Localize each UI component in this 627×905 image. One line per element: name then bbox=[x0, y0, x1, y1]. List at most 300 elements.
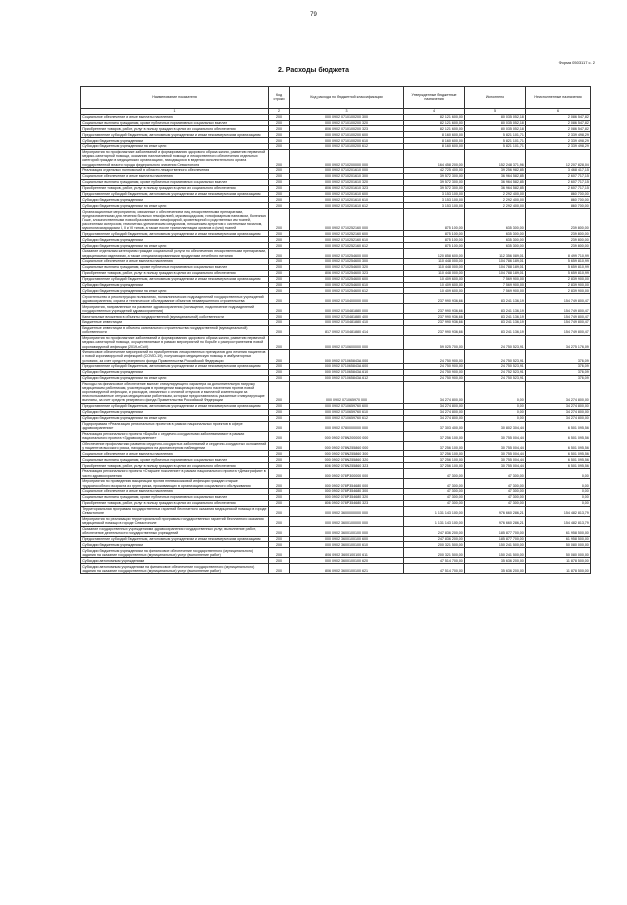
row-executed: 104 788 189,01 bbox=[465, 264, 526, 270]
row-name: Бюджетные инвестиции в объекты капитального строительства государственной (муниципальной) собственности bbox=[81, 325, 269, 335]
row-executed: 976 660 286,21 bbox=[465, 516, 526, 526]
row-name: Организационные мероприятия, связанные с обеспечением лиц лекарственными препаратами, предназначенными для лечения больных гемофилией, муковисцидозом, гипофизарным нанизмом, болезнью Гоше, злокачественными новообразованиями лимфоидной, кроветворной и родственных им тканей, рассеянным склерозом, гемолитико-уремическим синдромом, юношеским артритом с системным началом, мукополисахаридозом I, II и VI типов, а также после трансплантации органов и (или) тканей bbox=[81, 209, 269, 231]
row-name: Оказание отдельным категориям граждан социальной услуги по обеспечению лекарственными препаратами, медицинскими изделиями, а также специализированными продуктами лечебного питания bbox=[81, 249, 269, 259]
row-line-code: 200 bbox=[269, 403, 290, 409]
header-line-code: Код строки bbox=[269, 87, 290, 109]
row-executed: 5 821 101,71 bbox=[465, 144, 526, 150]
row-budget-code: 000 0902 0710254600 612 bbox=[290, 288, 404, 294]
row-unexecuted: 376,09 bbox=[526, 375, 591, 381]
row-line-code: 200 bbox=[269, 369, 290, 375]
row-name: Предоставление субсидий бюджетным, автономным учреждениям и иным некоммерческим организациям bbox=[81, 403, 269, 409]
row-name: Мероприятия, направленные на развитие здравоохранения (оснащение, подключение подразделений государственных учреждений здравоохранения) bbox=[81, 304, 269, 314]
row-approved: 3 153 100,00 bbox=[404, 191, 465, 197]
row-name: Субсидии бюджетным учреждениям bbox=[81, 282, 269, 288]
row-unexecuted: 5 659 810,99 bbox=[526, 270, 591, 276]
row-unexecuted: 2 339 498,29 bbox=[526, 132, 591, 138]
row-unexecuted: 11 878 500,00 bbox=[526, 564, 591, 574]
row-executed: 2 292 400,00 bbox=[465, 203, 526, 209]
table-row bbox=[81, 249, 591, 259]
row-unexecuted: 0,00 bbox=[526, 500, 591, 506]
table-row bbox=[81, 381, 591, 403]
row-unexecuted: 2 607 717,15 bbox=[526, 185, 591, 191]
row-line-code: 200 bbox=[269, 516, 290, 526]
row-executed: 635 300,00 bbox=[465, 231, 526, 237]
row-unexecuted: 6 501 095,56 bbox=[526, 451, 591, 457]
row-budget-code: 806 0902 078N255860 323 bbox=[290, 463, 404, 469]
row-unexecuted: 239 800,00 bbox=[526, 243, 591, 249]
table-row bbox=[81, 149, 591, 167]
table-row bbox=[81, 506, 591, 516]
row-name: Реализация регионального проекта «Борьба с сердечно-сосудистыми заболеваниями» в рамках национального проекта «Здравоохранение» bbox=[81, 431, 269, 441]
row-approved: 237 990 936,66 bbox=[404, 320, 465, 326]
row-budget-code: 000 0902 071065843A 600 bbox=[290, 364, 404, 370]
row-line-code: 200 bbox=[269, 231, 290, 237]
row-budget-code: 817 0902 0710481880 414 bbox=[290, 325, 404, 335]
row-name: Социальное обеспечение и иные выплаты населению bbox=[81, 489, 269, 495]
row-executed: 24 750 523,91 bbox=[465, 364, 526, 370]
row-budget-code: 000 0902 0780000000 000 bbox=[290, 421, 404, 431]
row-budget-code: 000 0902 3600000000 000 bbox=[290, 506, 404, 516]
row-budget-code: 000 0902 0710100200 612 bbox=[290, 144, 404, 150]
row-approved: 37 256 100,00 bbox=[404, 441, 465, 451]
row-unexecuted: 2 839 900,00 bbox=[526, 276, 591, 282]
column-index: 5 bbox=[465, 108, 526, 114]
column-index: 1 bbox=[81, 108, 269, 114]
row-name: Социальные выплаты гражданам, кроме публичных нормативных социальных выплат bbox=[81, 120, 269, 126]
row-approved: 24 750 900,00 bbox=[404, 375, 465, 381]
row-approved: 24 750 900,00 bbox=[404, 350, 465, 364]
row-executed: 5 821 101,71 bbox=[465, 132, 526, 138]
row-approved: 34 274 800,00 bbox=[404, 381, 465, 403]
row-budget-code: 000 0902 0710254600 320 bbox=[290, 264, 404, 270]
row-budget-code: 000 0902 3600100100 620 bbox=[290, 558, 404, 564]
row-line-code: 200 bbox=[269, 494, 290, 500]
row-approved: 39 572 300,00 bbox=[404, 179, 465, 185]
row-name: Предоставление субсидий бюджетным, автономным учреждениям и иным некоммерческим организациям bbox=[81, 191, 269, 197]
row-executed: 104 788 189,01 bbox=[465, 270, 526, 276]
row-budget-code: 806 0902 0710254600 323 bbox=[290, 270, 404, 276]
row-unexecuted: 154 749 800,47 bbox=[526, 314, 591, 320]
row-name: Субсидии автономным учреждениям на финансовое обеспечение государственного (муниципального) задания на оказание государственных (муниципальных) услуг (выполнение работ) bbox=[81, 564, 269, 574]
column-index: 3 bbox=[290, 108, 404, 114]
row-budget-code: 000 0902 078P354680 300 bbox=[290, 489, 404, 495]
row-unexecuted: 2 086 547,82 bbox=[526, 114, 591, 120]
row-name: Приобретение товаров, работ, услуг в пользу граждан в целях их социального обеспечения bbox=[81, 185, 269, 191]
row-budget-code: 000 0902 0710201610 600 bbox=[290, 191, 404, 197]
row-name: Мероприятия по профилактике заболеваний и формированию здорового образа жизни, развитию первичной медико-санитарной помощи, оказанию паллиативной помощи и лекарственного обеспечения отдельных категорий граждан в медицинских организациях, находящихся в ведении исполнительного органа государственной власти города федерального значения Севастополя bbox=[81, 149, 269, 167]
row-executed: 2 292 400,00 bbox=[465, 191, 526, 197]
row-executed: 24 752 523,91 bbox=[465, 369, 526, 375]
row-name: Предоставление субсидий бюджетным, автономным учреждениям и иным некоммерческим организациям bbox=[81, 536, 269, 542]
row-unexecuted: 0,00 bbox=[526, 489, 591, 495]
table-row bbox=[81, 335, 591, 349]
row-executed: 47 300,00 bbox=[465, 494, 526, 500]
row-executed: 80 035 052,18 bbox=[465, 120, 526, 126]
row-executed: 36 964 582,85 bbox=[465, 179, 526, 185]
row-line-code: 200 bbox=[269, 179, 290, 185]
row-unexecuted: 154 749 800,47 bbox=[526, 320, 591, 326]
row-approved: 237 990 936,66 bbox=[404, 325, 465, 335]
row-name: Субсидии бюджетным учреждениям на иные цели bbox=[81, 415, 269, 421]
row-executed: 7 569 900,00 bbox=[465, 276, 526, 282]
row-budget-code: 000 0902 0710659760 610 bbox=[290, 409, 404, 415]
row-line-code: 200 bbox=[269, 191, 290, 197]
table-row bbox=[81, 526, 591, 536]
row-unexecuted: 2 607 717,15 bbox=[526, 173, 591, 179]
row-executed: 83 241 136,19 bbox=[465, 314, 526, 320]
row-unexecuted: 61 958 500,00 bbox=[526, 526, 591, 536]
row-name: Оказание государственных учреждениями здравоохранения государственных услуг, выполнение работ, обеспечение деятельности государственных учреждений bbox=[81, 526, 269, 536]
row-executed: 2 292 400,00 bbox=[465, 197, 526, 203]
row-budget-code: 000 0902 078P354680 320 bbox=[290, 494, 404, 500]
row-executed: 0,00 bbox=[465, 415, 526, 421]
row-line-code: 200 bbox=[269, 431, 290, 441]
row-line-code: 200 bbox=[269, 375, 290, 381]
row-line-code: 200 bbox=[269, 469, 290, 479]
row-budget-code: 000 0902 078P300000 000 bbox=[290, 469, 404, 479]
row-approved: 37 256 100,00 bbox=[404, 463, 465, 469]
row-executed: 104 786 189,01 bbox=[465, 259, 526, 265]
row-executed: 7 569 900,00 bbox=[465, 288, 526, 294]
row-line-code: 200 bbox=[269, 409, 290, 415]
row-executed: 83 241 136,19 bbox=[465, 320, 526, 326]
row-unexecuted: 6 501 095,56 bbox=[526, 421, 591, 431]
row-approved: 37 256 100,00 bbox=[404, 457, 465, 463]
row-unexecuted: 6 501 095,56 bbox=[526, 441, 591, 451]
row-executed: 0,00 bbox=[465, 409, 526, 415]
row-name: Мероприятия по реализации территориальной программы государственных гарантий бесплатного оказания медицинской помощи в городе Севастополе bbox=[81, 516, 269, 526]
row-approved: 875 100,00 bbox=[404, 237, 465, 243]
row-executed: 83 241 136,19 bbox=[465, 325, 526, 335]
row-line-code: 200 bbox=[269, 325, 290, 335]
row-budget-code: 000 0902 078N255860 300 bbox=[290, 451, 404, 457]
row-budget-code: 000 0902 0710254600 610 bbox=[290, 282, 404, 288]
row-line-code: 200 bbox=[269, 259, 290, 265]
row-unexecuted: 2 339 498,29 bbox=[526, 144, 591, 150]
row-name: Капитальные вложения в объекты государственной (муниципальной) собственности bbox=[81, 314, 269, 320]
row-name: Социальные выплаты гражданам, кроме публичных нормативных социальных выплат bbox=[81, 457, 269, 463]
row-line-code: 200 bbox=[269, 288, 290, 294]
row-executed: 24 750 523,91 bbox=[465, 350, 526, 364]
row-unexecuted: 50 080 000,00 bbox=[526, 542, 591, 548]
row-name: Субсидии бюджетным учреждениям на иные цели bbox=[81, 288, 269, 294]
row-line-code: 200 bbox=[269, 276, 290, 282]
row-approved: 34 274 800,00 bbox=[404, 409, 465, 415]
row-approved: 3 153 100,00 bbox=[404, 197, 465, 203]
row-executed: 30 755 004,44 bbox=[465, 463, 526, 469]
row-line-code: 200 bbox=[269, 320, 290, 326]
table-row bbox=[81, 304, 591, 314]
row-approved: 82 121 600,00 bbox=[404, 126, 465, 132]
row-executed: 30 755 004,44 bbox=[465, 441, 526, 451]
row-executed: 635 300,00 bbox=[465, 209, 526, 231]
row-unexecuted: 2 339 498,29 bbox=[526, 138, 591, 144]
row-approved: 875 100,00 bbox=[404, 243, 465, 249]
row-approved: 37 256 100,00 bbox=[404, 451, 465, 457]
row-approved: 10 409 600,00 bbox=[404, 288, 465, 294]
row-unexecuted: 11 878 500,00 bbox=[526, 558, 591, 564]
row-executed: 47 300,00 bbox=[465, 469, 526, 479]
row-name: Предоставление субсидий бюджетным, автономным учреждениям и иным некоммерческим организациям bbox=[81, 364, 269, 370]
row-line-code: 200 bbox=[269, 536, 290, 542]
row-name: Субсидии бюджетным учреждениям на финансовое обеспечение государственного (муниципального) задания на оказание государственных (муниципальных) услуг (выполнение работ) bbox=[81, 548, 269, 558]
row-approved: 110 448 000,00 bbox=[404, 264, 465, 270]
row-budget-code: 000 0902 078P354680 000 bbox=[290, 479, 404, 489]
row-budget-code: 000 0902 0710481880 410 bbox=[290, 320, 404, 326]
row-approved: 200 321 500,00 bbox=[404, 542, 465, 548]
row-executed: 35 636 200,00 bbox=[465, 564, 526, 574]
row-budget-code: 000 0902 071065843A 000 bbox=[290, 350, 404, 364]
row-line-code: 200 bbox=[269, 335, 290, 349]
row-approved: 47 514 700,00 bbox=[404, 564, 465, 574]
row-unexecuted: 50 080 000,00 bbox=[526, 548, 591, 558]
row-executed: 5 821 101,71 bbox=[465, 138, 526, 144]
row-executed: 36 964 582,85 bbox=[465, 173, 526, 179]
row-budget-code: 000 0902 0710254600 000 bbox=[290, 249, 404, 259]
row-name: Субсидии бюджетным учреждениям на иные цели bbox=[81, 144, 269, 150]
row-line-code: 200 bbox=[269, 126, 290, 132]
table-header-row bbox=[81, 87, 591, 109]
row-line-code: 200 bbox=[269, 203, 290, 209]
row-budget-code: 000 0902 0710400000 000 bbox=[290, 294, 404, 304]
row-budget-code: 000 0902 0710200000 000 bbox=[290, 149, 404, 167]
row-budget-code: 000 0902 078N200000 000 bbox=[290, 431, 404, 441]
row-name: Субсидии бюджетным учреждениям на иные цели bbox=[81, 375, 269, 381]
table-row bbox=[81, 548, 591, 558]
row-unexecuted: 2 839 900,00 bbox=[526, 288, 591, 294]
table-row bbox=[81, 516, 591, 526]
row-approved: 1 131 143 100,00 bbox=[404, 506, 465, 516]
row-approved: 200 321 500,00 bbox=[404, 548, 465, 558]
row-approved: 37 256 100,00 bbox=[404, 431, 465, 441]
row-budget-code: 000 0902 0710201610 000 bbox=[290, 168, 404, 174]
row-line-code: 200 bbox=[269, 542, 290, 548]
row-line-code: 200 bbox=[269, 120, 290, 126]
row-unexecuted: 0,00 bbox=[526, 469, 591, 479]
row-line-code: 200 bbox=[269, 132, 290, 138]
row-name: Социальное обеспечение и иные выплаты населению bbox=[81, 259, 269, 265]
row-name: Субсидии бюджетным учреждениям bbox=[81, 197, 269, 203]
row-line-code: 200 bbox=[269, 364, 290, 370]
row-name: Предоставление субсидий бюджетным, автономным учреждениям и иным некоммерческим организациям bbox=[81, 132, 269, 138]
row-unexecuted: 3 468 417,15 bbox=[526, 168, 591, 174]
row-unexecuted: 154 749 800,47 bbox=[526, 304, 591, 314]
row-line-code: 200 bbox=[269, 270, 290, 276]
row-approved: 8 160 600,00 bbox=[404, 132, 465, 138]
row-name: Мероприятия по профилактике заболеваний и формированию здорового образа жизни, развитию первичной медико-санитарной помощи, осуществляемые в рамках мероприятий по борьбе с распространением новой коронавирусной инфекции (2019-nCoV) bbox=[81, 335, 269, 349]
row-approved: 47 300,00 bbox=[404, 494, 465, 500]
row-approved: 47 300,00 bbox=[404, 479, 465, 489]
column-index: 4 bbox=[404, 108, 465, 114]
row-line-code: 200 bbox=[269, 506, 290, 516]
row-budget-code: 000 0902 3600100100 600 bbox=[290, 536, 404, 542]
row-name: Реализация отдельных полномочий в области лекарственного обеспечения bbox=[81, 168, 269, 174]
column-index: 6 bbox=[526, 108, 591, 114]
row-name: Предоставление субсидий бюджетным, автономным учреждениям и иным некоммерческим организациям bbox=[81, 276, 269, 282]
row-executed: 36 964 582,85 bbox=[465, 185, 526, 191]
row-name: Социальное обеспечение и иные выплаты населению bbox=[81, 173, 269, 179]
row-executed: 35 636 200,00 bbox=[465, 558, 526, 564]
row-approved: 39 572 300,00 bbox=[404, 185, 465, 191]
row-executed: 24 750 523,91 bbox=[465, 335, 526, 349]
row-unexecuted: 34 275 176,09 bbox=[526, 335, 591, 349]
row-executed: 30 755 004,44 bbox=[465, 457, 526, 463]
row-unexecuted: 12 207 828,04 bbox=[526, 149, 591, 167]
row-executed: 30 755 004,44 bbox=[465, 431, 526, 441]
table-row bbox=[81, 469, 591, 479]
row-name: Расходы на финансовое обеспечение выплат стимулирующего характера за дополнительную нагрузку медицинским работникам, участвующим в проведении вакцинации взрослого населения против новой коронавирусной инфекции, и расходов, связанных с оплатой отпусков и выплатой компенсации за неиспользованные отпуска медицинским работникам, которым предоставлялись указанные стимулирующие выплаты, за счет средств резервного фонда Правительства Российской Федерации bbox=[81, 381, 269, 403]
row-unexecuted: 61 958 500,00 bbox=[526, 536, 591, 542]
row-approved: 34 274 800,00 bbox=[404, 403, 465, 409]
row-unexecuted: 5 659 810,99 bbox=[526, 259, 591, 265]
row-approved: 47 300,00 bbox=[404, 489, 465, 495]
page-title: 2. Расходы бюджета bbox=[278, 67, 349, 74]
row-name: Приобретение товаров, работ, услуг в пользу граждан в целях их социального обеспечения bbox=[81, 463, 269, 469]
row-line-code: 200 bbox=[269, 314, 290, 320]
row-budget-code: 806 0902 0710201610 323 bbox=[290, 185, 404, 191]
row-executed: 7 569 900,00 bbox=[465, 282, 526, 288]
row-budget-code: 000 0902 0710100200 300 bbox=[290, 114, 404, 120]
row-line-code: 200 bbox=[269, 526, 290, 536]
row-approved: 120 858 600,00 bbox=[404, 249, 465, 259]
row-approved: 8 160 600,00 bbox=[404, 144, 465, 150]
header-unexecuted: Неисполненные назначения bbox=[526, 87, 591, 109]
row-approved: 42 725 400,00 bbox=[404, 168, 465, 174]
column-index: 2 bbox=[269, 108, 290, 114]
row-budget-code: 000 0902 071065970 000 bbox=[290, 381, 404, 403]
row-approved: 39 572 300,00 bbox=[404, 173, 465, 179]
row-line-code: 200 bbox=[269, 149, 290, 167]
row-executed: 185 877 700,00 bbox=[465, 536, 526, 542]
row-budget-code: 806 0902 0710100200 323 bbox=[290, 126, 404, 132]
row-approved: 47 514 700,00 bbox=[404, 558, 465, 564]
row-budget-code: 000 0902 078N255860 320 bbox=[290, 457, 404, 463]
row-executed: 47 300,00 bbox=[465, 489, 526, 495]
row-unexecuted: 6 501 095,56 bbox=[526, 463, 591, 469]
row-budget-code: 000 0902 0710481880 400 bbox=[290, 314, 404, 320]
row-line-code: 200 bbox=[269, 415, 290, 421]
row-approved: 247 836 200,00 bbox=[404, 526, 465, 536]
row-unexecuted: 0,00 bbox=[526, 494, 591, 500]
row-approved: 10 409 600,00 bbox=[404, 276, 465, 282]
row-executed: 30 802 304,44 bbox=[465, 421, 526, 431]
row-unexecuted: 34 274 800,00 bbox=[526, 415, 591, 421]
row-approved: 37 303 400,00 bbox=[404, 421, 465, 431]
row-budget-code: 000 0902 0710254600 600 bbox=[290, 276, 404, 282]
row-executed: 185 877 700,00 bbox=[465, 526, 526, 536]
row-budget-code: 000 0902 3600100000 000 bbox=[290, 516, 404, 526]
row-approved: 1 131 143 100,00 bbox=[404, 516, 465, 526]
table-row bbox=[81, 431, 591, 441]
row-line-code: 200 bbox=[269, 304, 290, 314]
row-executed: 80 035 052,18 bbox=[465, 126, 526, 132]
row-budget-code: 000 0902 0710600000 000 bbox=[290, 335, 404, 349]
row-budget-code: 806 0902 3600100100 621 bbox=[290, 564, 404, 574]
row-unexecuted: 376,09 bbox=[526, 369, 591, 375]
row-budget-code: 000 0902 0710252160 600 bbox=[290, 231, 404, 237]
row-executed: 150 241 500,00 bbox=[465, 542, 526, 548]
row-approved: 82 121 600,00 bbox=[404, 120, 465, 126]
row-name: Приобретение товаров, работ, услуг в пользу граждан в целях их социального обеспечения bbox=[81, 126, 269, 132]
table-row bbox=[81, 350, 591, 364]
row-name: Социальные выплаты гражданам, кроме публичных нормативных социальных выплат bbox=[81, 264, 269, 270]
table-row bbox=[81, 421, 591, 431]
row-budget-code: 000 0902 0710659760 600 bbox=[290, 403, 404, 409]
row-budget-code: 000 0902 071065843A 610 bbox=[290, 369, 404, 375]
row-unexecuted: 34 274 800,00 bbox=[526, 403, 591, 409]
row-executed: 39 256 982,85 bbox=[465, 168, 526, 174]
row-budget-code: 806 0902 078P354680 323 bbox=[290, 500, 404, 506]
row-unexecuted: 154 482 813,79 bbox=[526, 516, 591, 526]
row-name: Социальное обеспечение и иные выплаты населению bbox=[81, 114, 269, 120]
row-budget-code: 000 0902 3600100100 000 bbox=[290, 526, 404, 536]
row-name: Приобретение товаров, работ, услуг в пользу граждан в целях их социального обеспечения bbox=[81, 270, 269, 276]
row-approved: 237 990 936,66 bbox=[404, 294, 465, 304]
row-line-code: 200 bbox=[269, 489, 290, 495]
row-budget-code: 000 0902 0710100200 610 bbox=[290, 138, 404, 144]
row-line-code: 200 bbox=[269, 451, 290, 457]
row-unexecuted: 2 607 717,15 bbox=[526, 179, 591, 185]
header-budget-code: Код расхода по бюджетной классификации bbox=[290, 87, 404, 109]
row-approved: 10 409 600,00 bbox=[404, 282, 465, 288]
row-line-code: 200 bbox=[269, 209, 290, 231]
row-unexecuted: 860 700,00 bbox=[526, 203, 591, 209]
row-name: Финансовое обеспечение мероприятий по приобретению лекарственных препаратов для лечения пациентов с новой коронавирусной инфекцией (COVID-19), получающих медицинскую помощь в амбулаторных условиях, за счет средств резервного фонда Правительства Российской Федерации bbox=[81, 350, 269, 364]
row-executed: 976 660 286,21 bbox=[465, 506, 526, 516]
row-line-code: 200 bbox=[269, 441, 290, 451]
row-line-code: 200 bbox=[269, 500, 290, 506]
row-executed: 83 241 136,19 bbox=[465, 304, 526, 314]
table-row bbox=[81, 209, 591, 231]
row-budget-code: 000 0902 0710252160 610 bbox=[290, 237, 404, 243]
row-line-code: 200 bbox=[269, 282, 290, 288]
row-name: Социальные выплаты гражданам, кроме публичных нормативных социальных выплат bbox=[81, 179, 269, 185]
row-executed: 47 300,00 bbox=[465, 500, 526, 506]
row-executed: 30 755 004,44 bbox=[465, 451, 526, 457]
row-budget-code: 000 0902 0710201610 610 bbox=[290, 197, 404, 203]
row-name: Субсидии бюджетным учреждениям на иные цели bbox=[81, 243, 269, 249]
row-executed: 152 248 371,96 bbox=[465, 149, 526, 167]
row-unexecuted: 239 800,00 bbox=[526, 237, 591, 243]
row-unexecuted: 860 700,00 bbox=[526, 197, 591, 203]
row-budget-code: 000 0902 071065843A 612 bbox=[290, 375, 404, 381]
row-name: Подпрограмма «Реализация региональных проектов в рамках национальных проектов в сфере здравоохранения» bbox=[81, 421, 269, 431]
row-approved: 875 100,00 bbox=[404, 209, 465, 231]
row-approved: 237 990 936,66 bbox=[404, 314, 465, 320]
row-budget-code: 000 0902 0710201610 320 bbox=[290, 179, 404, 185]
row-unexecuted: 239 800,00 bbox=[526, 231, 591, 237]
row-unexecuted: 2 086 547,82 bbox=[526, 126, 591, 132]
row-name: Социальные выплаты гражданам, кроме публичных нормативных социальных выплат bbox=[81, 494, 269, 500]
row-name: Бюджетные инвестиции bbox=[81, 320, 269, 326]
row-line-code: 200 bbox=[269, 381, 290, 403]
row-unexecuted: 6 501 095,56 bbox=[526, 457, 591, 463]
row-name: Субсидии автономным учреждениям bbox=[81, 558, 269, 564]
header-name: Наименование показателя bbox=[81, 87, 269, 109]
row-line-code: 200 bbox=[269, 350, 290, 364]
header-approved: Утвержденные бюджетные назначения bbox=[404, 87, 465, 109]
row-executed: 150 241 500,00 bbox=[465, 548, 526, 558]
row-name: Предоставление субсидий бюджетным, автономным учреждениям и иным некоммерческим организациям bbox=[81, 231, 269, 237]
row-unexecuted: 0,00 bbox=[526, 479, 591, 489]
row-name: Субсидии бюджетным учреждениям на иные цели bbox=[81, 203, 269, 209]
row-approved: 24 750 900,00 bbox=[404, 364, 465, 370]
row-line-code: 200 bbox=[269, 421, 290, 431]
row-approved: 3 153 100,00 bbox=[404, 203, 465, 209]
row-name: Субсидии бюджетным учреждениям bbox=[81, 409, 269, 415]
row-unexecuted: 154 749 800,47 bbox=[526, 325, 591, 335]
row-line-code: 200 bbox=[269, 173, 290, 179]
